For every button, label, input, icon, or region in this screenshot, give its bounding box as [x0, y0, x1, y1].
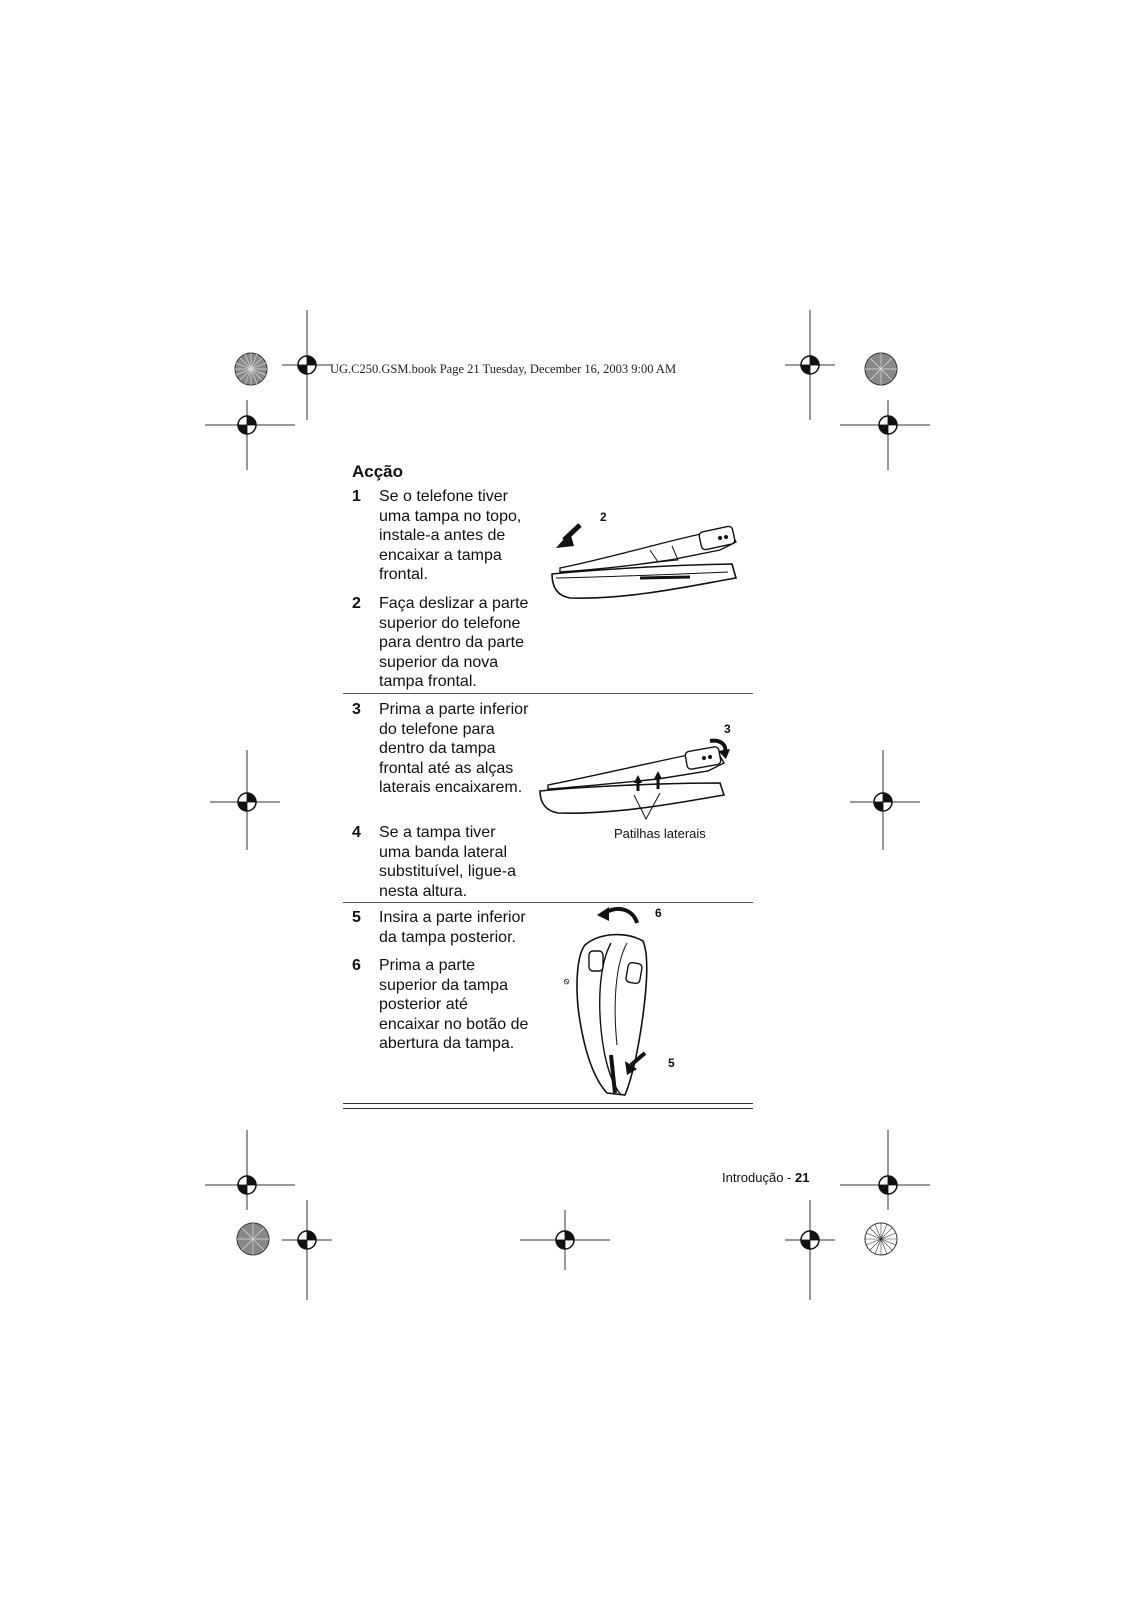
crosshair-mark-icon — [520, 1210, 610, 1270]
page-number: 21 — [795, 1170, 810, 1185]
step-number: 4 — [352, 824, 361, 841]
table-end-rule — [343, 1108, 753, 1109]
starburst-mark-icon — [864, 1222, 898, 1256]
step-text: Faça deslizar a parte superior do telefone para dentro da parte superior da nova tampa frontal. — [379, 595, 529, 690]
footer-section-name: Introdução - — [722, 1170, 795, 1185]
phone-press-illustration — [538, 735, 743, 820]
step-number: 2 — [352, 595, 361, 612]
crosshair-mark-icon — [210, 750, 280, 850]
section-divider — [343, 693, 753, 694]
crosshair-mark-icon — [205, 400, 295, 470]
phone-slide-illustration — [550, 520, 750, 610]
step-text: Se a tampa tiver uma banda lateral substituível, ligue-a nesta altura. — [379, 824, 516, 900]
section-title: Acção — [352, 462, 404, 481]
step-number: 6 — [352, 957, 361, 974]
step-text: Se o telefone tiver uma tampa no topo, instale-a antes de encaixar a tampa frontal. — [379, 488, 522, 583]
figure-step-label: 6 — [655, 906, 662, 920]
back-cover-illustration — [555, 905, 685, 1105]
book-header: UG.C250.GSM.book Page 21 Tuesday, December 16, 2003 9:00 AM — [330, 362, 677, 376]
starburst-mark-icon — [236, 1222, 270, 1256]
crosshair-mark-icon — [785, 1200, 835, 1300]
table-end-rule — [343, 1103, 753, 1104]
starburst-mark-icon — [234, 352, 268, 386]
crosshair-mark-icon — [282, 1200, 332, 1300]
crosshair-mark-icon — [850, 750, 920, 850]
figure-step-label: 2 — [600, 510, 607, 524]
step-text: Prima a parte superior da tampa posterior até encaixar no botão de abertura da tampa. — [379, 957, 529, 1052]
starburst-mark-icon — [864, 352, 898, 386]
step-number: 3 — [352, 701, 361, 718]
crosshair-mark-icon — [785, 310, 835, 420]
figure-step-label: 3 — [724, 722, 731, 736]
figure-step-label: 5 — [668, 1056, 675, 1070]
page-footer — [722, 1170, 809, 1185]
crosshair-mark-icon — [205, 1130, 295, 1210]
step-number: 5 — [352, 909, 361, 926]
crosshair-mark-icon — [840, 1130, 930, 1210]
step-number: 1 — [352, 488, 361, 505]
step-text: Prima a parte inferior do telefone para dentro da tampa frontal até as alças laterais encaixarem. — [379, 701, 529, 796]
figure-caption: Patilhas laterais — [614, 826, 706, 841]
svg-text:⊘: ⊘ — [562, 978, 571, 985]
crosshair-mark-icon — [840, 400, 930, 470]
step-text: Insira a parte inferior da tampa posterior. — [379, 909, 526, 946]
section-divider — [343, 902, 753, 903]
